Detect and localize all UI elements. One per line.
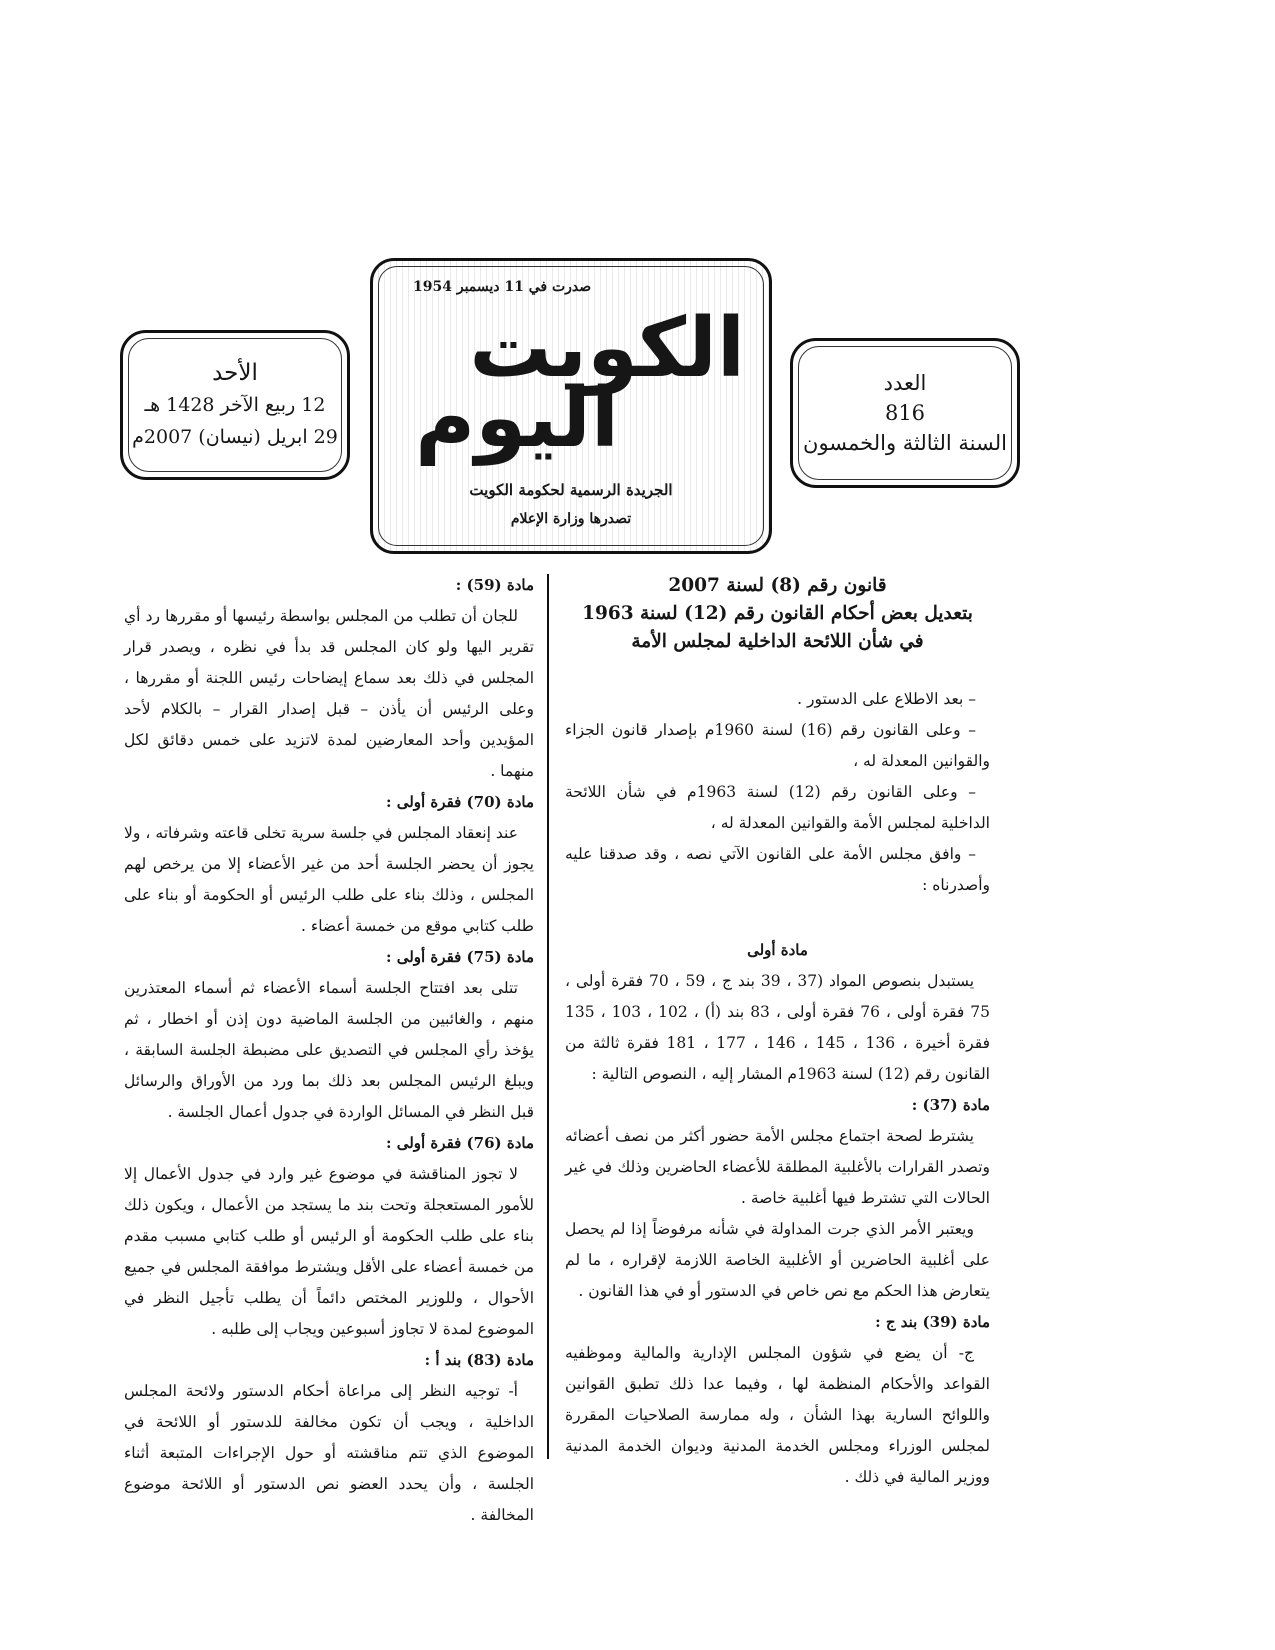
- issue-label: العدد: [883, 371, 927, 395]
- article-heading: مادة (76) فقرة أولى :: [385, 1134, 534, 1152]
- article-heading: مادة (83) بند أ :: [424, 1351, 534, 1369]
- article-paragraph: ج- أن يضع في شؤون المجلس الإدارية والمالية وموظفيه القواعد والأحكام المنظمة لها ، وفيما عدا ذلك تطبق القوانين واللوائح السارية بهذا الشأن ، وله ممارسة الصلاحيات المقررة لمجلس الوزراء ومجلس الخدمة المدنية وديوان الخدمة المدنية ووزير المالية في ذلك .: [565, 1344, 990, 1486]
- masthead-title-line1: الكويت: [469, 301, 745, 396]
- preamble-clause: – وافق مجلس الأمة على القانون الآتي نصه ، وقد صدقنا عليه وأصدرناه :: [565, 845, 990, 894]
- gregorian-date: 29 ابريل (نيسان) 2007م: [132, 426, 338, 448]
- masthead-subtitle: الجريدة الرسمية لحكومة الكويت: [469, 481, 673, 499]
- newspaper-masthead: [370, 258, 772, 554]
- article-heading: مادة (70) فقرة أولى :: [385, 793, 534, 811]
- law-title-line: بتعديل بعض أحكام القانون رقم (12) لسنة 1963: [582, 603, 973, 624]
- article-one-text: يستبدل بنصوص المواد (37 ، 39 بند ج ، 59 ، 70 فقرة أولى ، 75 فقرة أولى ، 76 فقرة أولى ، 83 بند (أ) ، 102 ، 103 ، 135 فقرة أخيرة ، 136 ، 145 ، 146 ، 177 ، 181 فقرة ثالثة من القانون رقم (12) لسنة 1963م المشار إليه ، النصوص التالية :: [565, 972, 990, 1083]
- law-title-line: قانون رقم (8) لسنة 2007: [668, 575, 887, 596]
- article-heading: مادة (39) بند ج :: [875, 1313, 990, 1331]
- date-box: [120, 330, 350, 480]
- issue-number: 816: [884, 401, 926, 425]
- masthead-publisher: تصدرها وزارة الإعلام: [510, 511, 632, 527]
- article-heading: مادة (59) :: [455, 576, 534, 594]
- founded-date: صدرت في 11 ديسمبر 1954: [413, 279, 592, 295]
- preamble-clause: – وعلى القانون رقم (12) لسنة 1963م في شأن اللائحة الداخلية لمجلس الأمة والقوانين المعدلة له ،: [565, 783, 990, 832]
- article-paragraph: يشترط لصحة اجتماع مجلس الأمة حضور أكثر من نصف أعضائه وتصدر القرارات بالأغلبية المطلقة للأعضاء الحاضرين وذلك في غير الحالات التي تشترط فيها أغلبية خاصة .: [565, 1127, 990, 1207]
- article-paragraph: للجان أن تطلب من المجلس بواسطة رئيسها أو مقررها رد أي تقرير اليها ولو كان المجلس قد بدأ في نظره ، ويصدر قرار المجلس في ذلك بعد سماع إيضاحات رئيس اللجنة أو مقررها ، وعلى الرئيس أن يأذن – قبل إصدار القرار – بالكلام لأحد المؤيدين وأحد المعارضين لمدة لاتزيد على خمس دقائق لكل منهما .: [124, 607, 534, 780]
- law-title-line: في شأن اللائحة الداخلية لمجلس الأمة: [631, 631, 924, 652]
- article-paragraph: لا تجوز المناقشة في موضوع غير وارد في جدول الأعمال إلا للأمور المستعجلة وتحت بند ما يستجد من الأعمال ، ويكون ذلك بناء على طلب الحكومة أو الرئيس أو طلب كتابي مسبب مقدم من خمسة أعضاء على الأقل ويشترط موافقة المجلس في جميع الأحوال ، وللوزير المختص دائماً أن يطلب تأجيل النظر في الموضوع لمدة لا تجاوز أسبوعين ويجاب إلى طلبه .: [124, 1165, 534, 1338]
- masthead-title-line2: اليوم: [415, 371, 619, 466]
- left-column: [124, 570, 534, 1531]
- article-paragraph: عند إنعقاد المجلس في جلسة سرية تخلى قاعته وشرفاته ، ولا يجوز أن يحضر الجلسة أحد من غير الأعضاء إلا من يرخص لهم المجلس ، وذلك بناء على طلب الرئيس أو الحكومة أو بناء على طلب كتابي موقع من خمسة أعضاء .: [124, 824, 534, 935]
- article-paragraph: ويعتبر الأمر الذي جرت المداولة في شأنه مرفوضاً إذا لم يحصل على أغلبية الحاضرين أو الأغلبية الخاصة اللازمة لإقراره ، ما لم يتعارض هذا الحكم مع نص خاص في الدستور أو في هذا القانون .: [565, 1220, 990, 1300]
- article-one-heading: مادة أولى: [747, 941, 808, 959]
- article-paragraph: تتلى بعد افتتاح الجلسة أسماء الأعضاء ثم أسماء المعتذرين منهم ، والغائبين من الجلسة الماضية دون إذن أو اخطار ، ثم يؤخذ رأي المجلس في التصديق على مضبطة الجلسة السابقة ، ويبلغ الرئيس المجلس بعد ذلك بما ورد من الأوراق والرسائل قبل النظر في المسائل الواردة في جدول أعمال الجلسة .: [124, 979, 534, 1121]
- issue-box: [790, 338, 1020, 488]
- issue-day: الأحد: [212, 360, 258, 386]
- article-paragraph: أ- توجيه النظر إلى مراعاة أحكام الدستور ولائحة المجلس الداخلية ، ويجب أن تكون مخالفة للدستور أو اللائحة في الموضوع الذي تتم مناقشته أو حول الإجراءات المتبعة أثناء الجلسة ، وأن يحدد العضو نص الدستور أو اللائحة موضوع المخالفة .: [124, 1382, 534, 1524]
- preamble-clause: – وعلى القانون رقم (16) لسنة 1960م بإصدار قانون الجزاء والقوانين المعدلة له ،: [565, 721, 990, 770]
- article-heading: مادة (75) فقرة أولى :: [385, 948, 534, 966]
- law-preamble: [565, 684, 990, 901]
- column-divider: [547, 574, 549, 1459]
- right-column: [565, 572, 990, 1493]
- year-label: السنة الثالثة والخمسون: [803, 431, 1007, 455]
- preamble-clause: – بعد الاطلاع على الدستور .: [797, 690, 976, 708]
- article-heading: مادة (37) :: [911, 1096, 990, 1114]
- hijri-date: 12 ربيع الآخر 1428 هـ: [144, 394, 326, 416]
- law-title: [565, 572, 990, 656]
